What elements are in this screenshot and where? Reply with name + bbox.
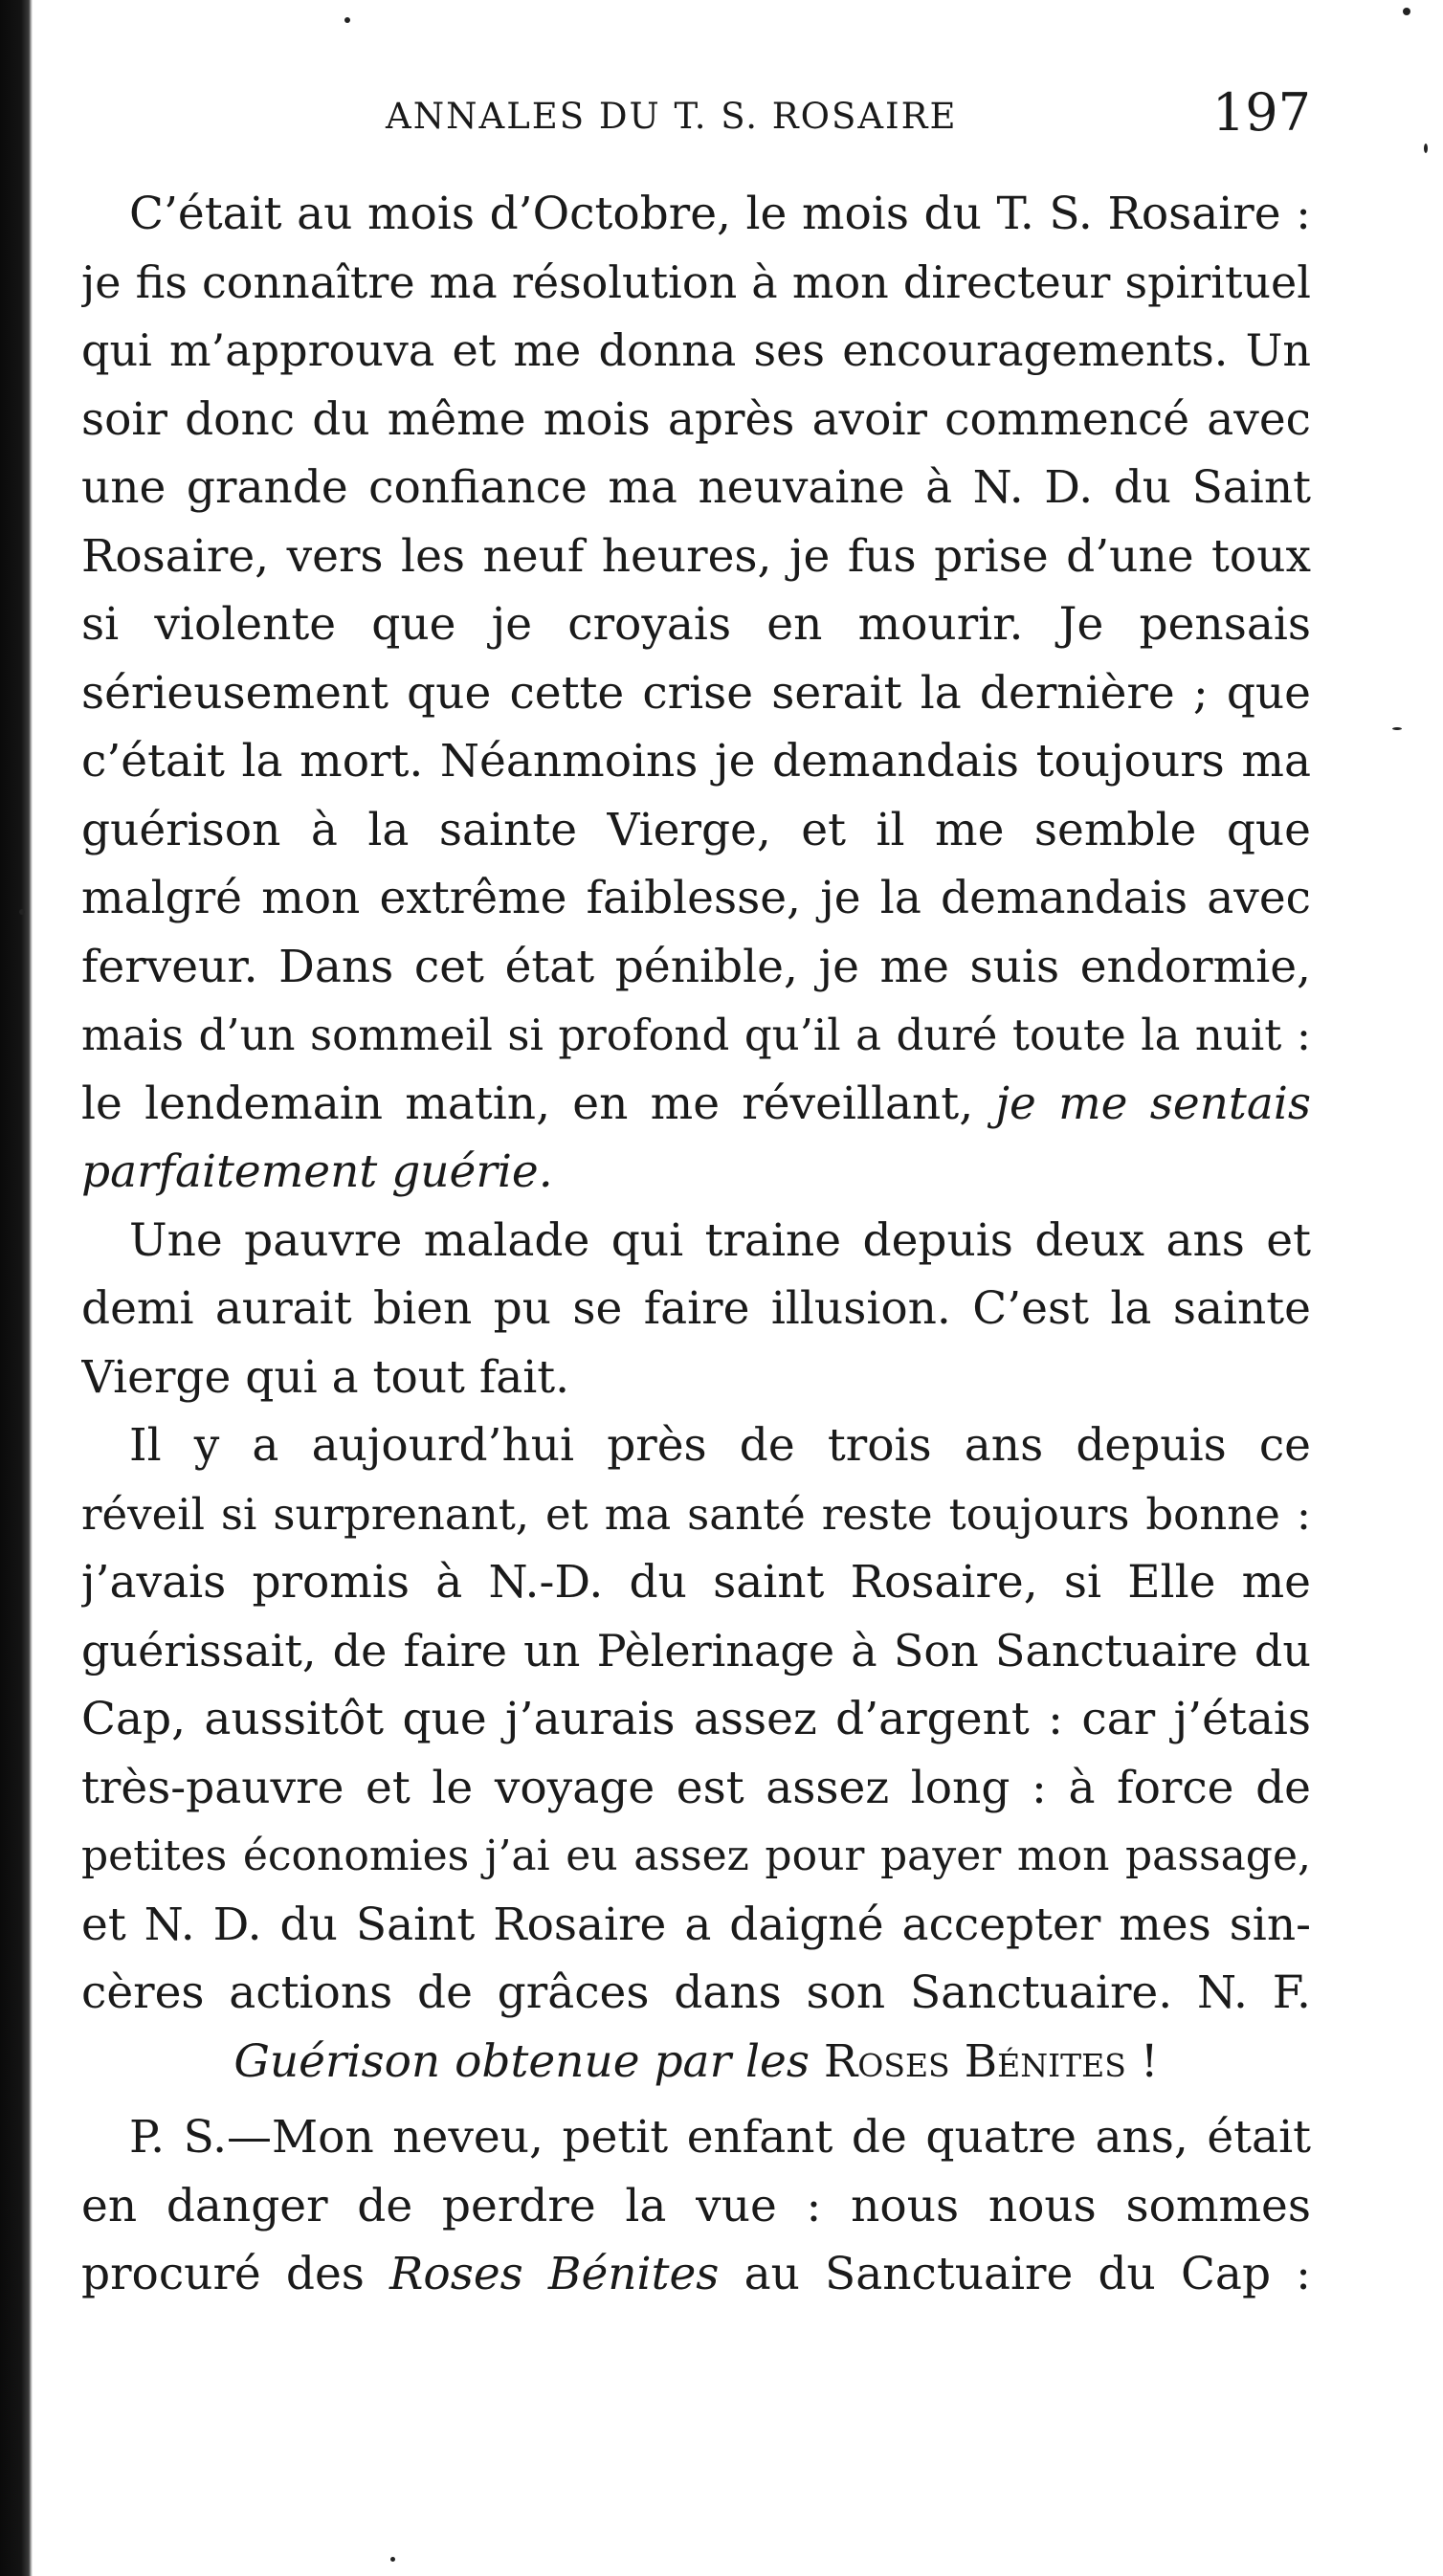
print-speck — [1392, 727, 1402, 730]
text-line: Rosaire, vers les neuf heures, je fus prise d’une toux — [81, 529, 1311, 583]
text-line: mais d’un sommeil si profond qu’il a duré toute la nuit : — [81, 1010, 1311, 1060]
heading-punctuation: ! — [1125, 2034, 1159, 2088]
text-line: réveil si surprenant, et ma santé reste toujours bonne : — [81, 1488, 1311, 1540]
text-line — [81, 2240, 1311, 2309]
print-speck — [390, 2557, 395, 2562]
text-line: malgré mon extrême faiblesse, je la demandais avec — [81, 872, 1311, 924]
text-line: guérison à la sainte Vierge, et il me semble que — [81, 803, 1311, 856]
text-line: je fis connaître ma résolution à mon directeur spirituel — [81, 255, 1311, 308]
text-line: ferveur. Dans cet état pénible, je me suis endormie, — [81, 940, 1311, 993]
print-speck — [19, 909, 25, 915]
heading-italic: Guérison obtenue par les — [233, 2034, 810, 2088]
text-line: qui m’approuva et me donna ses encouragements. Un — [81, 324, 1311, 376]
text-line: j’avais promis à N.-D. du saint Rosaire, si Elle me — [81, 1556, 1311, 1609]
text-line: Cap, aussitôt que j’aurais assez d’argent : car j’étais — [81, 1693, 1311, 1745]
text-line: Vierge qui a tout fait. — [81, 1350, 570, 1404]
page-number: 197 — [1211, 82, 1311, 143]
text-line: parfaitement guérie. — [81, 1145, 553, 1198]
text-line: soir donc du même mois après avoir commencé avec — [81, 392, 1311, 446]
text-line: P. S.—Mon neveu, petit enfant de quatre ans, était — [129, 2111, 1311, 2164]
page-header — [81, 82, 1311, 145]
binding-edge — [0, 0, 33, 2576]
print-speck — [1403, 8, 1410, 15]
print-speck — [344, 17, 350, 23]
italic-text: je me sentais — [995, 1077, 1311, 1130]
text-line — [81, 1070, 1311, 1139]
text-line: Une pauvre malade qui traine depuis deux ans et — [129, 1213, 1311, 1267]
heading-small-caps: Roses Bénites — [823, 2034, 1126, 2088]
text-line: petites économies j’ai eu assez pour payer mon passage, — [81, 1832, 1311, 1880]
italic-text: Roses Bénites — [389, 2248, 720, 2300]
running-head: ANNALES DU T. S. ROSAIRE — [386, 96, 958, 137]
text-line: Il y a aujourd’hui près de trois ans depuis ce — [129, 1419, 1311, 1472]
text-line: demi aurait bien pu se faire illusion. C’est la sainte — [81, 1282, 1311, 1335]
text-run: procuré des — [81, 2248, 390, 2300]
spacer — [81, 2096, 1311, 2103]
text-line: si violente que je croyais en mourir. Je pensais — [81, 598, 1311, 651]
section-heading — [81, 2028, 1311, 2097]
text-line: et N. D. du Saint Rosaire a daigné accepter mes sin- — [81, 1898, 1311, 1951]
text-line: C’était au mois d’Octobre, le mois du T. S. Rosaire : — [129, 188, 1311, 240]
body-text — [81, 180, 1311, 2309]
text-run: au Sanctuaire du Cap : — [719, 2248, 1311, 2300]
text-line: cères actions de grâces dans son Sanctuaire. N. F. — [81, 1966, 1311, 2019]
text-line: une grande confiance ma neuvaine à N. D. du Saint — [81, 461, 1311, 514]
text-line: sérieusement que cette crise serait la dernière ; que — [81, 666, 1311, 720]
text-line: guérissait, de faire un Pèlerinage à Son Sanctuaire du — [81, 1624, 1311, 1677]
text-run: le lendemain matin, en me réveillant, — [81, 1077, 974, 1130]
print-speck — [1424, 144, 1428, 153]
text-line: c’était la mort. Néanmoins je demandais toujours ma — [81, 735, 1311, 788]
text-line: en danger de perdre la vue : nous nous sommes — [81, 2179, 1311, 2232]
text-line: très-pauvre et le voyage est assez long : à force de — [81, 1761, 1311, 1814]
